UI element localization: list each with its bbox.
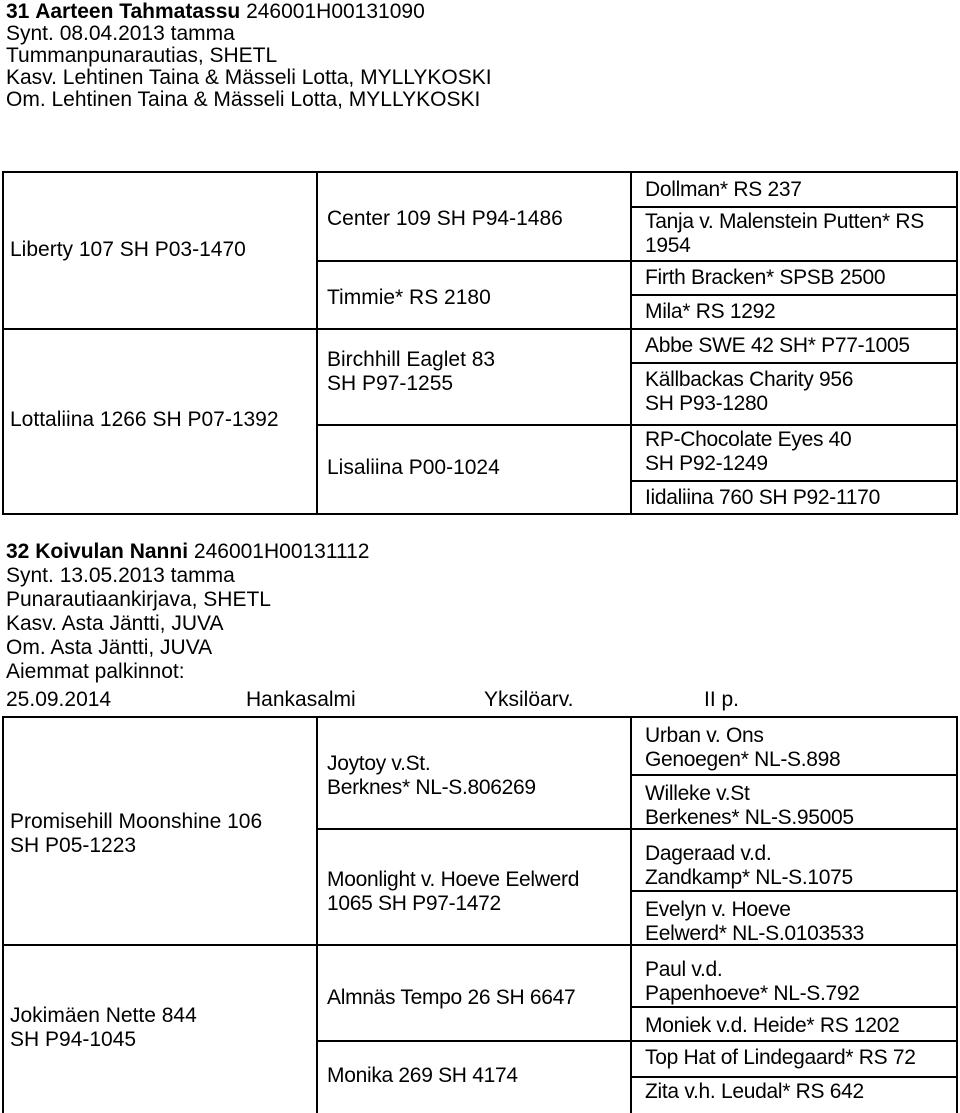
pedigree-row-divider-gen2-a bbox=[316, 828, 632, 830]
award-class: Yksilöarv. bbox=[484, 688, 574, 711]
entry-number: 31 bbox=[6, 0, 30, 23]
dss-line1: Paul v.d. bbox=[645, 958, 723, 981]
pedigree-row-divider-gen3-f bbox=[630, 424, 958, 426]
pedigree-row-divider-gen2-c bbox=[316, 1040, 632, 1042]
sds-line1: Dageraad v.d. bbox=[645, 842, 772, 865]
sire-line2: SH P05-1223 bbox=[10, 834, 137, 857]
pedigree-row-divider-gen3-a bbox=[630, 206, 958, 208]
ddd: Zita v.h. Leudal* RS 642 bbox=[645, 1080, 864, 1103]
pedigree-row-divider-gen3-e bbox=[630, 1006, 958, 1008]
pedigree-row-divider-gen3-c bbox=[630, 890, 958, 892]
pedigree-right-border bbox=[956, 171, 958, 515]
pedigree-left-border bbox=[2, 171, 4, 515]
owner: Om. Lehtinen Taina & Mässeli Lotta, MYLLYKOSKI bbox=[6, 88, 481, 111]
sdd-line2: Eelwerd* NL-S.0103533 bbox=[645, 922, 865, 945]
pedigree-row-divider-gen2-c bbox=[316, 424, 632, 426]
dam-sire: Almnäs Tempo 26 SH 6647 bbox=[327, 986, 576, 1009]
pedigree-top-border bbox=[2, 171, 958, 173]
dsd-line2: SH P93-1280 bbox=[645, 392, 768, 415]
breeder: Kasv. Asta Jäntti, JUVA bbox=[6, 612, 224, 635]
dsd-line1: Källbackas Charity 956 bbox=[645, 368, 854, 391]
entry-number: 32 bbox=[6, 540, 30, 563]
sss-line1: Urban v. Ons bbox=[645, 724, 764, 747]
dam-sire-line1: Birchhill Eaglet 83 bbox=[327, 348, 496, 371]
pedigree-row-divider-gen3-g bbox=[630, 1076, 958, 1078]
horse-name: Aarteen Tahmatassu bbox=[35, 0, 241, 23]
dam-line1: Jokimäen Nette 844 bbox=[10, 1004, 197, 1027]
dam-dam: Monika 269 SH 4174 bbox=[327, 1064, 518, 1087]
sire-dam-line2: 1065 SH P97-1472 bbox=[327, 892, 501, 915]
pedigree-row-divider-gen1 bbox=[2, 944, 318, 946]
sire-sire-line2: Berknes* NL-S.806269 bbox=[327, 776, 536, 799]
entry-31-title-line bbox=[6, 0, 425, 24]
pedigree-row-divider-gen2-b bbox=[316, 944, 632, 946]
color-breed: Punarautiaankirjava, SHETL bbox=[6, 588, 271, 611]
sire-line1: Promisehill Moonshine 106 bbox=[10, 810, 263, 833]
pedigree-row-divider-gen1 bbox=[2, 328, 318, 330]
sdd-line1: Evelyn v. Hoeve bbox=[645, 898, 791, 921]
sire-sire-line1: Joytoy v.St. bbox=[327, 752, 431, 775]
entry-32-title-line bbox=[6, 540, 369, 564]
sds-line2: Zandkamp* NL-S.1075 bbox=[645, 866, 853, 889]
dsd: Moniek v.d. Heide* RS 1202 bbox=[645, 1014, 900, 1037]
pedigree-top-border bbox=[2, 716, 958, 718]
pedigree-row-divider-gen3-e bbox=[630, 362, 958, 364]
pedigree-row-divider-gen2-a bbox=[316, 260, 632, 262]
pedigree-row-divider-gen3-g bbox=[630, 480, 958, 482]
ddd: Iidaliina 760 SH P92-1170 bbox=[645, 486, 880, 509]
pedigree-row-divider-gen3-f bbox=[630, 1040, 958, 1042]
sire-dam-line1: Moonlight v. Hoeve Eelwerd bbox=[327, 868, 580, 891]
registration-number: 246001H00131112 bbox=[193, 540, 370, 563]
award-prize: II p. bbox=[704, 688, 740, 711]
horse-name: Koivulan Nanni bbox=[35, 540, 189, 563]
pedigree-col-divider-1 bbox=[316, 171, 318, 515]
pedigree-row-divider-gen2-b bbox=[316, 328, 632, 330]
dds-line2: SH P92-1249 bbox=[645, 452, 768, 475]
color-breed: Tummanpunarautias, SHETL bbox=[6, 44, 278, 67]
pedigree-left-border bbox=[2, 716, 4, 1113]
pedigree-row-divider-gen3-b bbox=[630, 260, 958, 262]
ssd-line1: Willeke v.St bbox=[645, 782, 750, 805]
dss-line2: Papenhoeve* NL-S.792 bbox=[645, 982, 860, 1005]
pedigree-col-divider-2 bbox=[630, 171, 632, 515]
sire: Liberty 107 SH P03-1470 bbox=[10, 238, 246, 261]
award-place: Hankasalmi bbox=[246, 688, 356, 711]
ssd-line2: 1954 bbox=[645, 234, 691, 257]
sire-dam: Timmie* RS 2180 bbox=[327, 286, 491, 309]
dam-dam: Lisaliina P00-1024 bbox=[327, 456, 500, 479]
birth-info: Synt. 13.05.2013 tamma bbox=[6, 564, 235, 587]
dam-sire-line2: SH P97-1255 bbox=[327, 372, 454, 395]
birth-info: Synt. 08.04.2013 tamma bbox=[6, 22, 235, 45]
breeder: Kasv. Lehtinen Taina & Mässeli Lotta, MYLLYKOSKI bbox=[6, 66, 492, 89]
pedigree-row-divider-gen3-a bbox=[630, 774, 958, 776]
dds: Top Hat of Lindegaard* RS 72 bbox=[645, 1046, 916, 1069]
registration-number: 246001H00131090 bbox=[246, 0, 425, 23]
sire-sire: Center 109 SH P94-1486 bbox=[327, 207, 563, 230]
sss-line2: Genoegen* NL-S.898 bbox=[645, 748, 841, 771]
dss: Abbe SWE 42 SH* P77-1005 bbox=[645, 334, 910, 357]
ssd-line2: Berkenes* NL-S.95005 bbox=[645, 806, 854, 829]
dds-line1: RP-Chocolate Eyes 40 bbox=[645, 428, 852, 451]
owner: Om. Asta Jäntti, JUVA bbox=[6, 636, 213, 659]
pedigree-col-divider-1 bbox=[316, 716, 318, 1113]
pedigree-row-divider-gen3-d bbox=[630, 328, 958, 330]
award-date: 25.09.2014 bbox=[6, 688, 112, 711]
ssd-line1: Tanja v. Malenstein Putten* RS bbox=[645, 210, 924, 233]
sss: Dollman* RS 237 bbox=[645, 178, 802, 201]
pedigree-row-divider-gen3-c bbox=[630, 294, 958, 296]
pedigree-bottom-border bbox=[2, 513, 958, 515]
dam: Lottaliina 1266 SH P07-1392 bbox=[10, 408, 279, 431]
sdd: Mila* RS 1292 bbox=[645, 300, 776, 323]
previous-awards-label: Aiemmat palkinnot: bbox=[6, 660, 185, 683]
dam-line2: SH P94-1045 bbox=[10, 1028, 137, 1051]
sds: Firth Bracken* SPSB 2500 bbox=[645, 266, 886, 289]
